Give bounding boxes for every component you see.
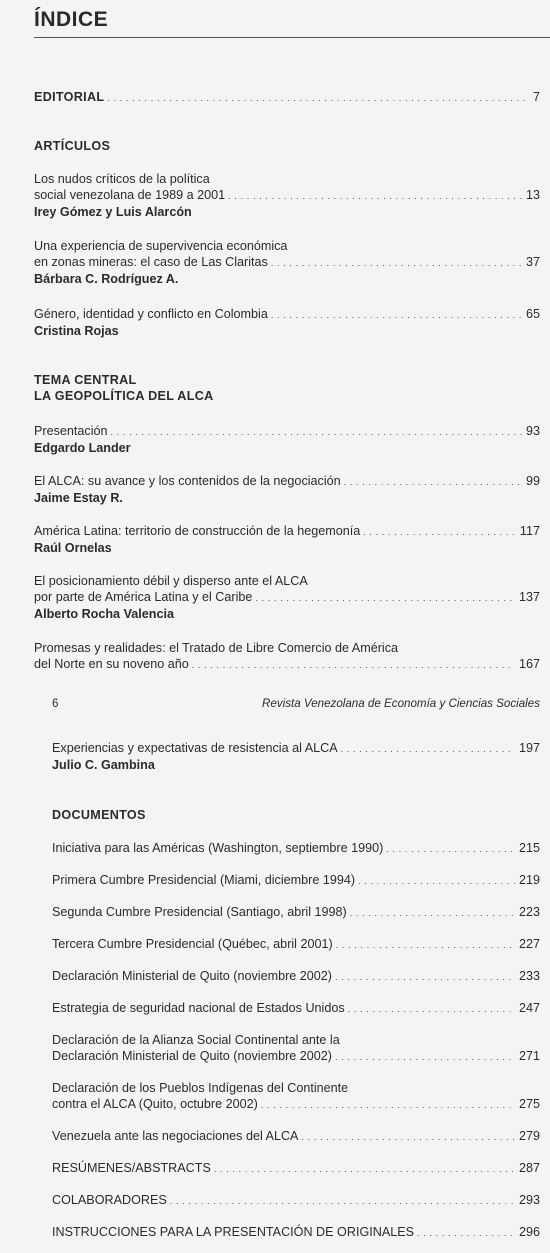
section-heading-line: LA GEOPOLÍTICA DEL ALCA xyxy=(34,389,214,403)
entry-author: Alberto Rocha Valencia xyxy=(34,607,174,621)
toc-entry[interactable] xyxy=(52,936,540,953)
toc-entry[interactable] xyxy=(52,1224,540,1241)
toc-entry[interactable] xyxy=(52,1128,540,1145)
toc-entry[interactable] xyxy=(34,238,540,287)
dot-leader xyxy=(348,1000,515,1017)
page-number: 279 xyxy=(518,1129,540,1143)
dot-leader xyxy=(335,968,515,985)
page-title: ÍNDICE xyxy=(34,8,109,31)
section-heading-line: TEMA CENTRAL xyxy=(34,373,137,387)
page-number: 117 xyxy=(519,524,540,538)
toc-entry[interactable] xyxy=(52,1032,540,1065)
entry-title: COLABORADORES xyxy=(52,1193,167,1207)
dot-leader xyxy=(214,1160,515,1177)
section-heading-tema-central xyxy=(34,372,540,404)
entry-title: Estrategia de seguridad nacional de Estados Unidos xyxy=(52,1001,345,1015)
page-number: 215 xyxy=(518,841,540,855)
entry-title: Venezuela ante las negociaciones del ALCA xyxy=(52,1129,299,1143)
page-number: 167 xyxy=(518,657,540,671)
entry-title: Declaración Ministerial de Quito (noviembre 2002) xyxy=(52,969,332,983)
dot-leader xyxy=(255,589,515,606)
dot-leader xyxy=(417,1224,515,1241)
page-number: 247 xyxy=(518,1001,540,1015)
section-heading-documentos: DOCUMENTOS xyxy=(52,808,146,822)
page-number: 7 xyxy=(532,90,540,104)
page-number: 296 xyxy=(518,1225,540,1239)
toc-entry[interactable] xyxy=(34,573,540,622)
page-number: 99 xyxy=(525,474,540,488)
entry-title: Primera Cumbre Presidencial (Miami, diciembre 1994) xyxy=(52,873,356,887)
dot-leader xyxy=(358,872,515,889)
entry-author: Edgardo Lander xyxy=(34,441,131,455)
journal-title: Revista Venezolana de Economía y Ciencias Sociales xyxy=(262,697,540,710)
toc-entry[interactable] xyxy=(52,1000,540,1017)
toc-entry[interactable] xyxy=(52,904,540,921)
entry-title: Declaración de la Alianza Social Continental ante la xyxy=(52,1033,340,1047)
toc-entry[interactable] xyxy=(34,473,540,506)
running-header xyxy=(52,697,540,710)
entry-title: EDITORIAL xyxy=(34,90,105,104)
page-number: 227 xyxy=(518,937,540,951)
page-number: 137 xyxy=(518,590,540,604)
entry-author: Bárbara C. Rodríguez A. xyxy=(34,272,179,286)
page-number: 275 xyxy=(518,1097,540,1111)
dot-leader xyxy=(228,187,522,204)
dot-leader xyxy=(111,423,522,440)
page-number: 13 xyxy=(525,188,540,202)
page-number: 197 xyxy=(518,741,540,755)
toc-entry[interactable] xyxy=(52,1160,540,1177)
page-number: 271 xyxy=(518,1049,540,1063)
entry-title: Tercera Cumbre Presidencial (Québec, abril 2001) xyxy=(52,937,333,951)
toc-entry[interactable] xyxy=(34,523,540,556)
entry-author: Julio C. Gambina xyxy=(52,758,155,772)
dot-leader xyxy=(107,89,529,106)
page-number: 287 xyxy=(518,1161,540,1175)
entry-title: INSTRUCCIONES PARA LA PRESENTACIÓN DE ORIGINALES xyxy=(52,1225,415,1239)
section-heading-articulos: ARTÍCULOS xyxy=(34,139,111,153)
toc-entry[interactable] xyxy=(52,968,540,985)
dot-leader xyxy=(344,473,522,490)
page-number: 37 xyxy=(525,255,540,269)
toc-entry[interactable] xyxy=(34,423,540,456)
toc-entry[interactable] xyxy=(52,1080,540,1113)
entry-title-cont: del Norte en su noveno año xyxy=(34,657,189,671)
entry-title: Presentación xyxy=(34,424,108,438)
entry-title-cont: por parte de América Latina y el Caribe xyxy=(34,590,253,604)
entry-title-cont: contra el ALCA (Quito, octubre 2002) xyxy=(52,1097,258,1111)
entry-title: Segunda Cumbre Presidencial (Santiago, abril 1998) xyxy=(52,905,347,919)
dot-leader xyxy=(271,306,522,323)
toc-entry[interactable] xyxy=(34,640,540,673)
dot-leader xyxy=(350,904,515,921)
entry-author: Jaime Estay R. xyxy=(34,491,123,505)
entry-author: Cristina Rojas xyxy=(34,324,119,338)
entry-title-cont: social venezolana de 1989 a 2001 xyxy=(34,188,226,202)
dot-leader xyxy=(271,254,522,271)
toc-entry[interactable] xyxy=(52,872,540,889)
dot-leader xyxy=(335,1048,515,1065)
entry-title: Promesas y realidades: el Tratado de Libre Comercio de América xyxy=(34,641,398,655)
page-number: 93 xyxy=(525,424,540,438)
entry-title: RESÚMENES/ABSTRACTS xyxy=(52,1161,211,1175)
dot-leader xyxy=(170,1192,515,1209)
entry-author: Raúl Ornelas xyxy=(34,541,112,555)
entry-title: Iniciativa para las Américas (Washington, septiembre 1990) xyxy=(52,841,384,855)
dot-leader xyxy=(261,1096,515,1113)
dot-leader xyxy=(192,656,515,673)
page-number: 219 xyxy=(518,873,540,887)
dot-leader xyxy=(341,740,515,757)
entry-title: El posicionamiento débil y disperso ante el ALCA xyxy=(34,574,308,588)
page-number: 65 xyxy=(525,307,540,321)
dot-leader xyxy=(386,840,515,857)
toc-entry[interactable] xyxy=(52,1192,540,1209)
entry-title: Género, identidad y conflicto en Colombia xyxy=(34,307,268,321)
entry-author: Irey Gómez y Luis Alarcón xyxy=(34,205,192,219)
toc-entry[interactable] xyxy=(34,306,540,339)
entry-title: Experiencias y expectativas de resistencia al ALCA xyxy=(52,741,338,755)
dot-leader xyxy=(336,936,515,953)
entry-title: Los nudos críticos de la política xyxy=(34,172,210,186)
entry-title-cont: Declaración Ministerial de Quito (noviembre 2002) xyxy=(52,1049,332,1063)
folio-page-number: 6 xyxy=(52,697,59,710)
title-rule xyxy=(34,37,550,38)
entry-title-cont: en zonas mineras: el caso de Las Claritas xyxy=(34,255,268,269)
dot-leader xyxy=(301,1128,515,1145)
toc-entry[interactable] xyxy=(34,171,540,220)
page-number: 233 xyxy=(518,969,540,983)
page-number: 293 xyxy=(518,1193,540,1207)
entry-title: Declaración de los Pueblos Indígenas del Continente xyxy=(52,1081,349,1095)
toc-entry[interactable] xyxy=(52,840,540,857)
page-number: 223 xyxy=(518,905,540,919)
toc-entry[interactable] xyxy=(52,740,540,773)
dot-leader xyxy=(363,523,516,540)
entry-title: Una experiencia de supervivencia económica xyxy=(34,239,288,253)
entry-title: El ALCA: su avance y los contenidos de la negociación xyxy=(34,474,341,488)
entry-title: América Latina: territorio de construcción de la hegemonía xyxy=(34,524,361,538)
toc-entry-editorial[interactable] xyxy=(34,89,540,106)
